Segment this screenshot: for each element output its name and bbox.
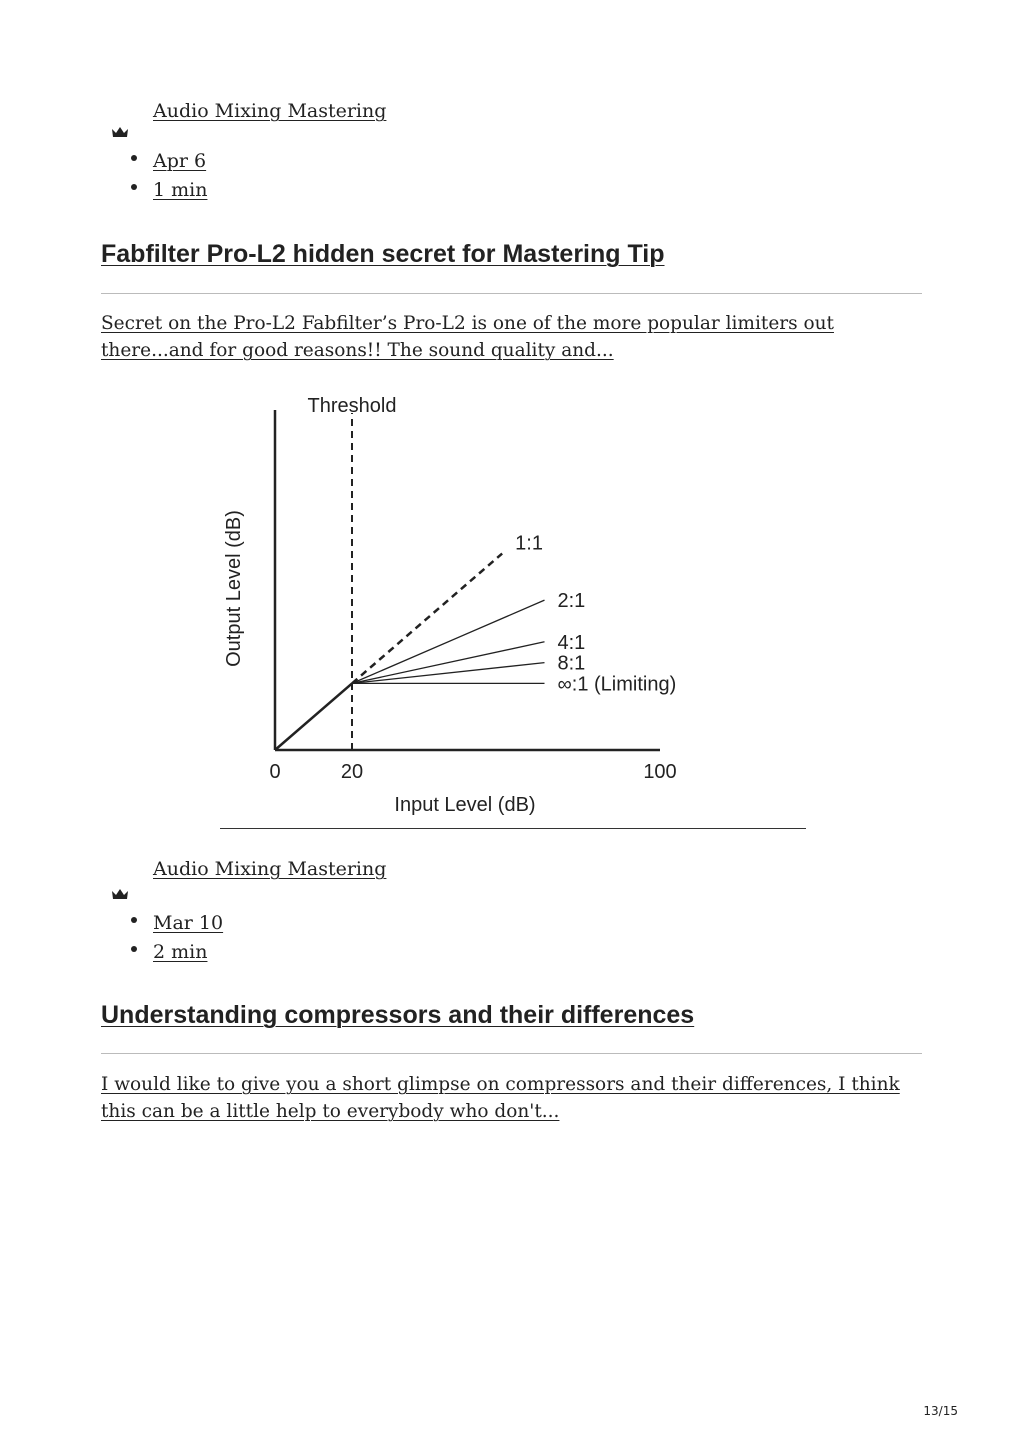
post-excerpt[interactable]: I would like to give you a short glimpse on compressors and their differences, I think this can be a little help to everybody who don't... bbox=[101, 1074, 900, 1122]
post-title[interactable]: Understanding compressors and their differences bbox=[101, 1001, 695, 1029]
series-label-3: 8:1 bbox=[557, 652, 586, 675]
divider bbox=[101, 293, 922, 294]
page-number: 13/15 bbox=[923, 1404, 958, 1418]
series-line-1 bbox=[352, 600, 545, 683]
x-tick-label: 20 bbox=[340, 761, 364, 783]
series-label-4: ∞:1 (Limiting) bbox=[557, 673, 677, 696]
series-line-3 bbox=[352, 663, 545, 684]
crown-icon bbox=[111, 888, 129, 900]
chart-divider bbox=[220, 828, 806, 829]
divider bbox=[101, 1053, 922, 1054]
post-read-time[interactable]: 2 min bbox=[153, 938, 223, 967]
post-excerpt[interactable]: Secret on the Pro-L2 Fabfilter’s Pro-L2 is one of the more popular limiters out there...and for good reasons!! The sound quality and... bbox=[101, 313, 834, 361]
post-read-time[interactable]: 1 min bbox=[153, 176, 207, 205]
post-category-link[interactable]: Audio Mixing Mastering bbox=[153, 858, 387, 880]
threshold-label: Threshold bbox=[307, 395, 397, 417]
post-date[interactable]: Apr 6 bbox=[153, 147, 207, 176]
series-line-0 bbox=[352, 554, 502, 684]
x-tick-label: 0 bbox=[269, 761, 281, 783]
y-axis-label: Output Level (dB) bbox=[223, 510, 245, 667]
crown-icon bbox=[111, 126, 129, 138]
post-meta bbox=[153, 147, 207, 205]
x-axis-label: Input Level (dB) bbox=[394, 794, 536, 816]
compression-ratio-chart bbox=[205, 380, 817, 825]
post-date[interactable]: Mar 10 bbox=[153, 909, 223, 938]
x-tick-label: 100 bbox=[643, 761, 677, 783]
chart-svg bbox=[205, 380, 817, 825]
post-meta bbox=[153, 909, 223, 967]
series-line-2 bbox=[352, 642, 545, 684]
below-threshold-line bbox=[275, 683, 352, 750]
series-label-0: 1:1 bbox=[515, 532, 543, 555]
series-label-2: 4:1 bbox=[557, 631, 586, 654]
series-label-1: 2:1 bbox=[557, 590, 586, 613]
post-category-link[interactable]: Audio Mixing Mastering bbox=[153, 100, 387, 122]
post-title[interactable]: Fabfilter Pro-L2 hidden secret for Mastering Tip bbox=[101, 240, 665, 268]
